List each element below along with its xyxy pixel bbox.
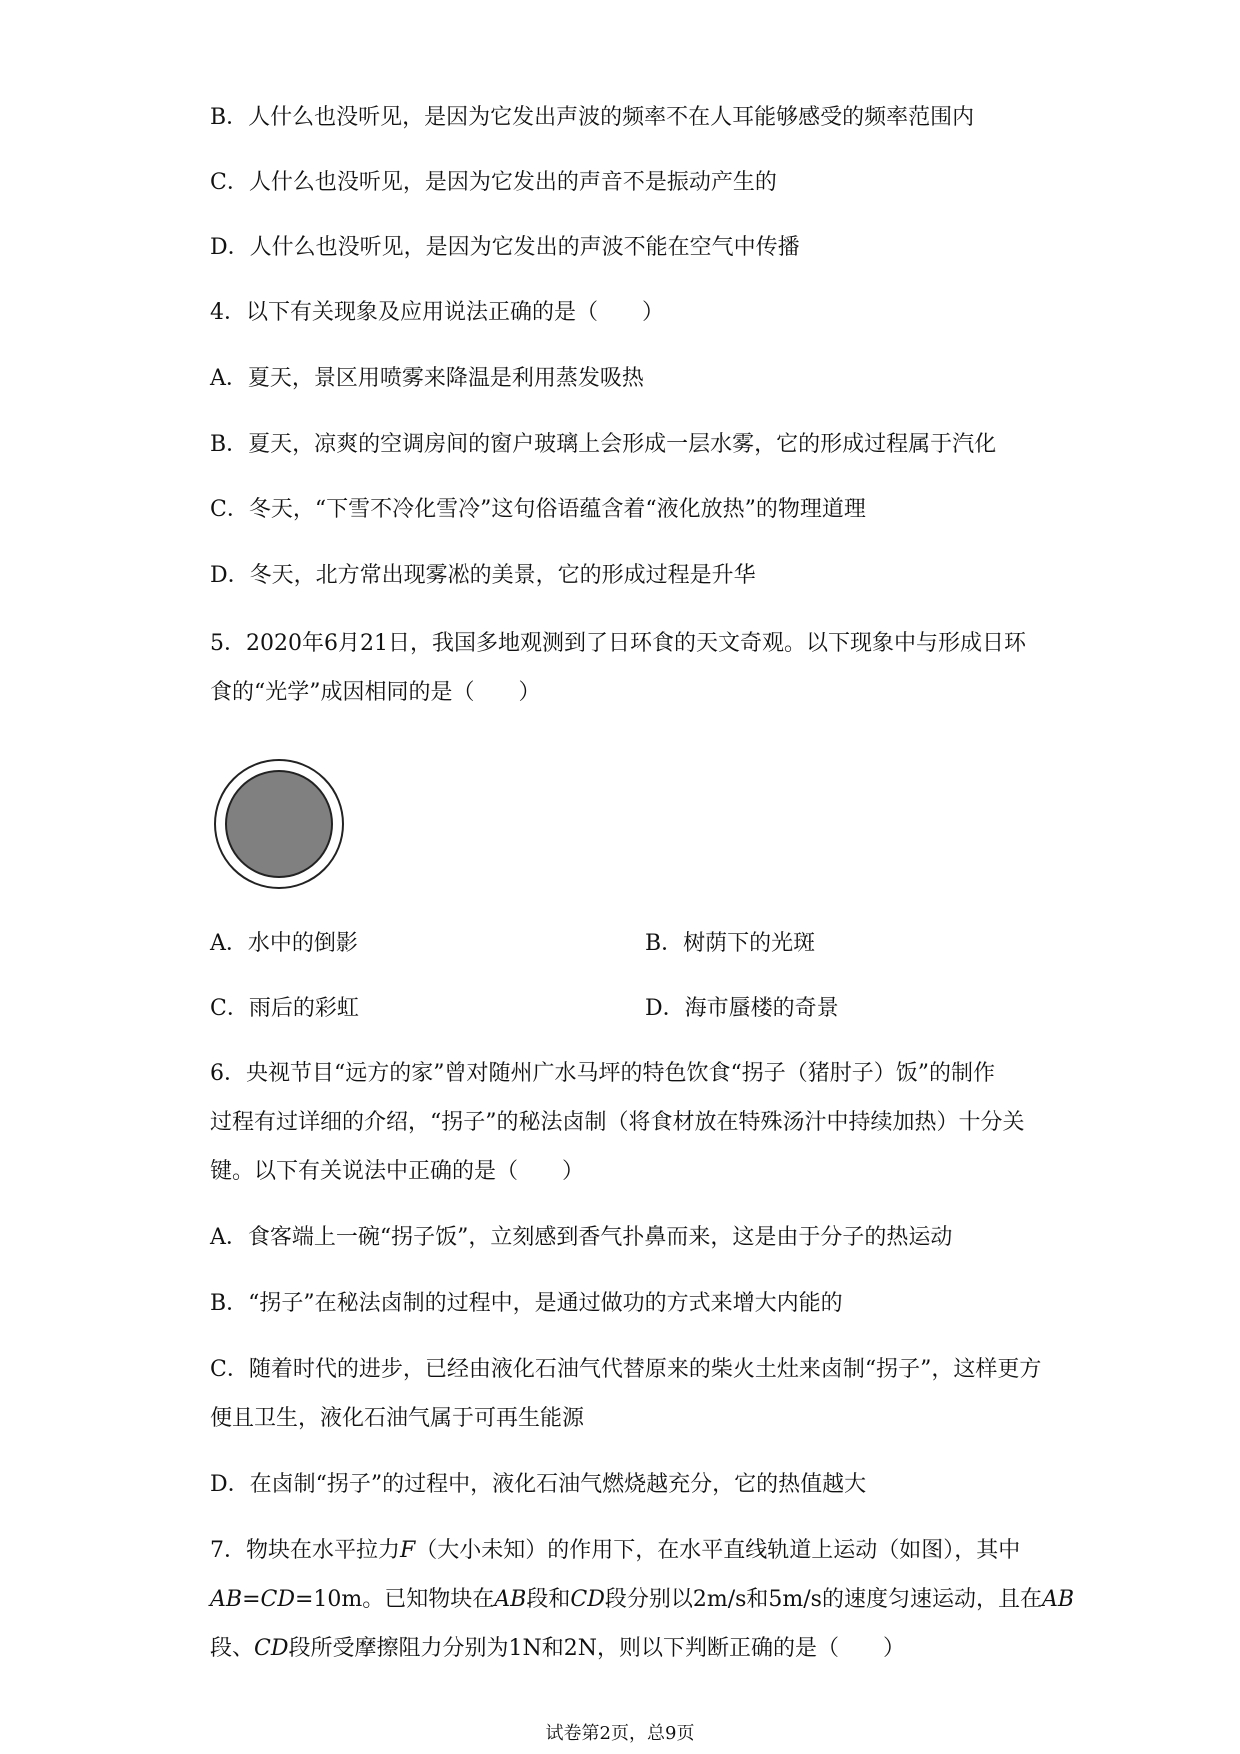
q4-option-c: C．冬天，“下雪不冷化雪冷”这句俗语蕴含着“液化放热”的物理道理 (210, 497, 866, 522)
q6-stem-line1: 6．央视节目“远方的家”曾对随州广水马坪的特色饮食“拐子（猪肘子）饭”的制作 (210, 1061, 995, 1086)
eclipse-inner-disk (226, 771, 332, 877)
q5-option-c: C．雨后的彩虹 (210, 996, 359, 1021)
q4-stem: 4．以下有关现象及应用说法正确的是（ ） (210, 300, 664, 325)
q5-option-d: D．海市蜃楼的奇景 (645, 996, 839, 1021)
q5-option-a: A．水中的倒影 (210, 931, 358, 956)
q4-option-a: A．夏天，景区用喷雾来降温是利用蒸发吸热 (210, 366, 644, 391)
q5-option-b: B．树荫下的光斑 (645, 931, 816, 956)
q6-stem-line3: 键。以下有关说法中正确的是（ ） (210, 1159, 585, 1184)
annular-eclipse-figure (212, 757, 346, 891)
q4-option-d: D．冬天，北方常出现雾凇的美景，它的形成过程是升华 (210, 563, 756, 588)
variable-f: F (400, 1538, 416, 1563)
q7-stem-line3: 段、CD段所受摩擦阻力分别为1N和2N，则以下判断正确的是（ ） (210, 1636, 905, 1661)
q6-option-a: A．食客端上一碗“拐子饭”，立刻感到香气扑鼻而来，这是由于分子的热运动 (210, 1225, 953, 1250)
q7-stem-line1: 7．物块在水平拉力F（大小未知）的作用下，在水平直线轨道上运动（如图），其中 (210, 1538, 1021, 1563)
q7-stem-line2: AB=CD=10m。已知物块在AB段和CD段分别以2m/s和5m/s的速度匀速运动，且在AB (210, 1587, 1075, 1612)
page-footer: 试卷第2页，总9页 (545, 1723, 695, 1744)
q5-stem-line2: 食的“光学”成因相同的是（ ） (210, 680, 541, 705)
q3-option-d: D．人什么也没听见，是因为它发出的声波不能在空气中传播 (210, 235, 800, 260)
q3-option-b: B．人什么也没听见，是因为它发出声波的频率不在人耳能够感受的频率范围内 (210, 105, 975, 130)
q6-stem-line2: 过程有过详细的介绍，“拐子”的秘法卤制（将食材放在特殊汤汁中持续加热）十分关 (210, 1110, 1025, 1135)
q6-option-d: D．在卤制“拐子”的过程中，液化石油气燃烧越充分，它的热值越大 (210, 1472, 867, 1497)
q6-option-b: B．“拐子”在秘法卤制的过程中，是通过做功的方式来增大内能的 (210, 1291, 843, 1316)
q5-stem-line1: 5．2020年6月21日，我国多地观测到了日环食的天文奇观。以下现象中与形成日环 (210, 631, 1026, 656)
q6-option-c-line1: C．随着时代的进步，已经由液化石油气代替原来的柴火土灶来卤制“拐子”，这样更方 (210, 1357, 1042, 1382)
q4-option-b: B．夏天，凉爽的空调房间的窗户玻璃上会形成一层水雾，它的形成过程属于汽化 (210, 432, 997, 457)
q6-option-c-line2: 便且卫生，液化石油气属于可再生能源 (210, 1406, 585, 1431)
q3-option-c: C．人什么也没听见，是因为它发出的声音不是振动产生的 (210, 170, 777, 195)
